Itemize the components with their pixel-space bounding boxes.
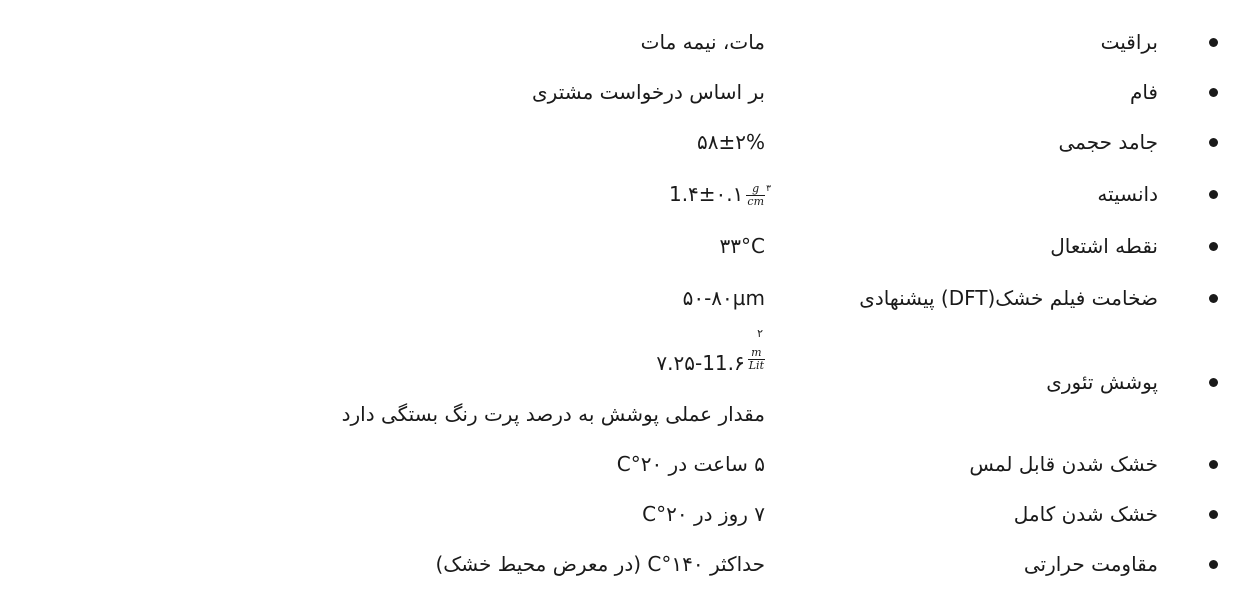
item-value: ۳۳°C (719, 234, 765, 258)
bullet-icon (1209, 242, 1218, 251)
bullet-icon (1209, 190, 1218, 199)
item-value: ۵۸±۲% (697, 130, 765, 154)
item-label: دانسیته (1097, 182, 1158, 206)
unit-numerator: g (746, 183, 765, 196)
item-value: حداکثر ۱۴۰°C (در معرض محیط خشک) (435, 552, 765, 576)
bullet-icon (1209, 88, 1218, 97)
item-label: خشک شدن قابل لمس (969, 452, 1158, 476)
item-label: ضخامت فیلم خشک(DFT) پیشنهادی (859, 286, 1158, 310)
unit-exponent: ۲ (757, 327, 763, 340)
bullet-icon (1209, 38, 1218, 47)
coverage-number: ۷.۲۵-11.۶ (656, 351, 745, 375)
bullet-icon (1209, 560, 1218, 569)
list-item-gloss (0, 22, 1252, 62)
unit-denominator: Lit (748, 359, 764, 372)
coverage-value (656, 328, 765, 378)
item-value: ۵ ساعت در ۲۰°C (616, 452, 765, 476)
item-label: خشک شدن کامل (1013, 502, 1158, 526)
list-item-full-cure (0, 494, 1252, 534)
list-item-dft (0, 278, 1252, 318)
unit-exponent: ۳ (766, 184, 771, 194)
unit-numerator: m (748, 347, 765, 360)
bullet-icon (1209, 378, 1218, 387)
item-label: براقیت (1100, 30, 1158, 54)
unit-denominator: cm (747, 195, 764, 208)
item-label: فام (1129, 80, 1158, 104)
coverage-unit (748, 347, 765, 372)
coverage-note: مقدار عملی پوشش به درصد پرت رنگ بستگی دارد (341, 402, 765, 426)
list-item-touch-dry (0, 444, 1252, 484)
item-label: جامد حجمی (1058, 130, 1158, 154)
bullet-icon (1209, 510, 1218, 519)
item-value: مات، نیمه مات (640, 30, 765, 54)
density-unit (746, 182, 771, 208)
density-number: 1.۴±۰.۱ (668, 182, 744, 206)
list-item-heat-resistance (0, 544, 1252, 584)
item-value: بر اساس درخواست مشتری (532, 80, 765, 104)
list-item-volume-solids (0, 122, 1252, 162)
item-value: ۵۰-۸۰µm (682, 286, 765, 310)
list-item-density (0, 174, 1252, 214)
item-label: نقطه اشتعال (1050, 234, 1158, 258)
bullet-icon (1209, 460, 1218, 469)
item-label: پوشش تئوری (1046, 370, 1158, 394)
item-label: مقاومت حرارتی (1023, 552, 1158, 576)
list-item-color (0, 72, 1252, 112)
item-value: ۷ روز در ۲۰°C (642, 502, 765, 526)
bullet-icon (1209, 138, 1218, 147)
item-value (668, 174, 771, 214)
bullet-icon (1209, 294, 1218, 303)
list-item-flash-point (0, 226, 1252, 266)
